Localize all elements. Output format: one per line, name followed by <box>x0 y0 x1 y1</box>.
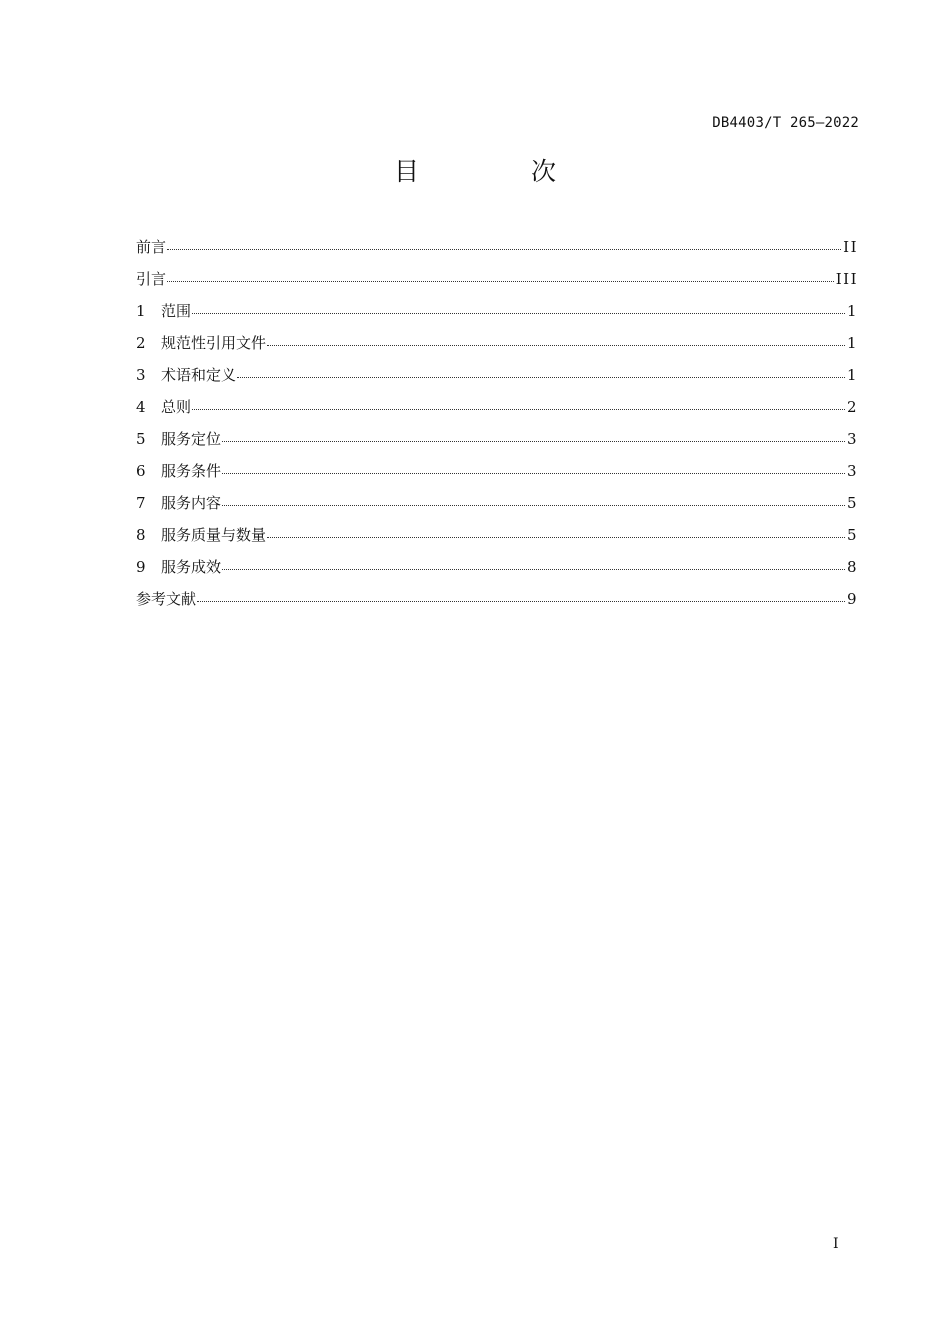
toc-dot-leader <box>167 248 841 250</box>
toc-entry-number: 9 <box>136 558 146 576</box>
toc-entry-4[interactable] <box>136 396 858 428</box>
toc-entry-number: 3 <box>136 366 146 384</box>
toc-entry-introduction[interactable] <box>136 268 858 300</box>
toc-entry-5[interactable] <box>136 428 858 460</box>
toc-entry-number: 4 <box>136 398 146 416</box>
toc-entry-label: 服务内容 <box>161 494 222 512</box>
toc-dot-leader <box>267 344 845 346</box>
toc-entry-number: 8 <box>136 526 146 544</box>
toc-entry-label: 服务质量与数量 <box>161 526 267 544</box>
toc-entry-label: 服务条件 <box>161 462 222 480</box>
toc-dot-leader <box>222 440 845 442</box>
toc-entry-page: 2 <box>846 398 858 416</box>
toc-entry-page: 5 <box>846 494 858 512</box>
toc-entry-number: 5 <box>136 430 146 448</box>
toc-dot-leader <box>167 280 834 282</box>
toc-entry-page: 3 <box>846 462 858 480</box>
toc-dot-leader <box>267 536 845 538</box>
toc-entry-page: II <box>843 238 858 256</box>
toc-entry-page: 3 <box>846 430 858 448</box>
toc-entry-page: 8 <box>846 558 858 576</box>
toc-entry-page: III <box>835 270 858 288</box>
document-code: DB4403/T 265—2022 <box>712 115 859 131</box>
toc-entry-page: 1 <box>846 302 858 320</box>
toc-entry-number: 1 <box>136 302 146 320</box>
toc-entry-page: 1 <box>846 366 858 384</box>
toc-entry-label: 术语和定义 <box>161 366 237 384</box>
toc-dot-leader <box>237 376 845 378</box>
toc-entry-1[interactable] <box>136 300 858 332</box>
toc-title: 目 次 <box>394 157 608 186</box>
toc-entry-label: 参考文献 <box>136 590 197 608</box>
toc-entry-number: 6 <box>136 462 146 480</box>
toc-dot-leader <box>192 312 845 314</box>
toc-entry-number: 2 <box>136 334 146 352</box>
toc-entry-label: 服务成效 <box>161 558 222 576</box>
toc-entry-bibliography[interactable] <box>136 588 858 620</box>
toc-dot-leader <box>222 568 845 570</box>
toc-entry-label: 服务定位 <box>161 430 222 448</box>
toc-entry-page: 1 <box>846 334 858 352</box>
toc-entry-8[interactable] <box>136 524 858 556</box>
table-of-contents <box>136 236 858 620</box>
toc-entry-label: 引言 <box>136 270 167 288</box>
toc-entry-label: 前言 <box>136 238 167 256</box>
toc-entry-number: 7 <box>136 494 146 512</box>
toc-entry-9[interactable] <box>136 556 858 588</box>
toc-entry-label: 规范性引用文件 <box>161 334 267 352</box>
toc-dot-leader <box>222 472 845 474</box>
toc-dot-leader <box>197 600 845 602</box>
toc-dot-leader <box>192 408 845 410</box>
toc-entry-label: 范围 <box>161 302 192 320</box>
toc-entry-label: 总则 <box>161 398 192 416</box>
toc-entry-page: 5 <box>846 526 858 544</box>
toc-entry-foreword[interactable] <box>136 236 858 268</box>
toc-entry-2[interactable] <box>136 332 858 364</box>
toc-entry-6[interactable] <box>136 460 858 492</box>
toc-entry-7[interactable] <box>136 492 858 524</box>
page-number: I <box>833 1236 839 1252</box>
toc-dot-leader <box>222 504 845 506</box>
toc-entry-3[interactable] <box>136 364 858 396</box>
toc-entry-page: 9 <box>846 590 858 608</box>
